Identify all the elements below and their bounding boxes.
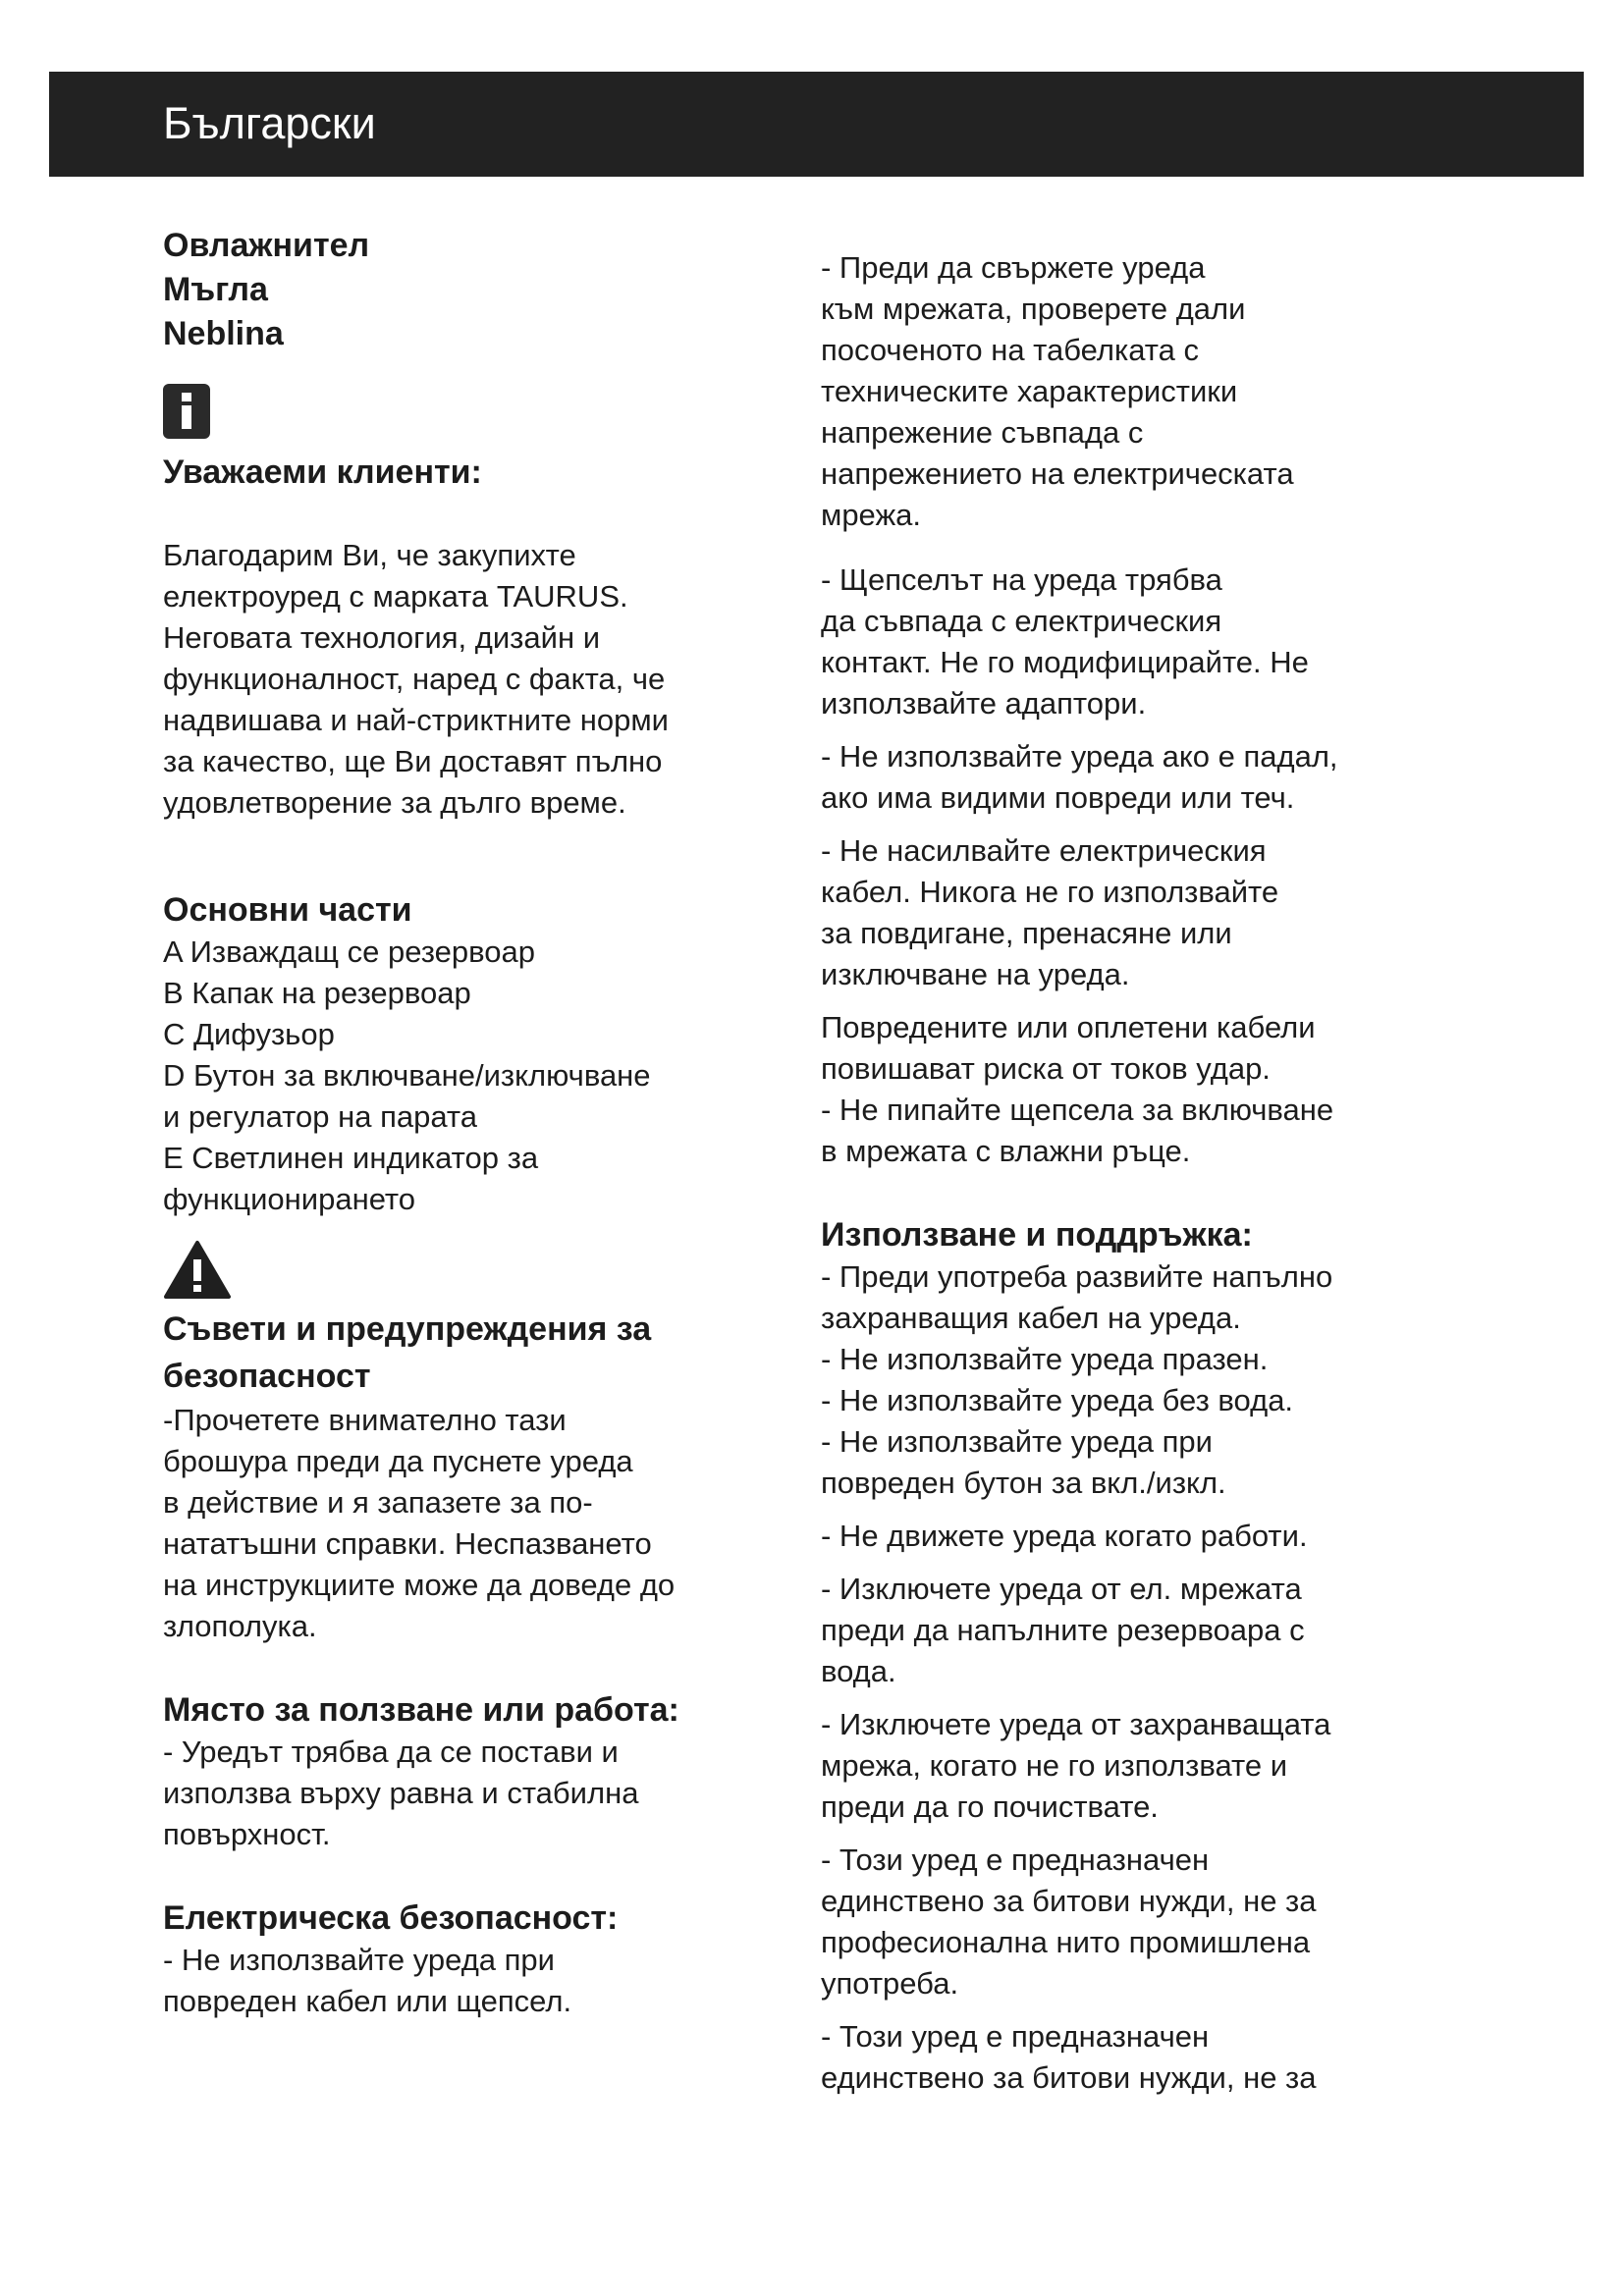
- place-heading: Място за ползване или работа:: [163, 1691, 679, 1729]
- warning-triangle-icon: [163, 1240, 232, 1301]
- usage-item: - Преди употреба развийте напълно захранващия кабел на уреда.: [821, 1259, 1333, 1335]
- electrical-item: Повредените или оплетени кабели повишават риска от токов удар.: [821, 1010, 1316, 1086]
- left-column: [163, 224, 752, 2022]
- greeting-heading: Уважаеми клиенти:: [163, 454, 482, 491]
- usage-item: - Изключете уреда от захранващата мрежа, когато не го използвате и преди да го почиствате.: [821, 1707, 1331, 1824]
- info-icon: [163, 384, 210, 439]
- part-b: B Капак на резервоар: [163, 976, 471, 1010]
- electrical-item: - Щепселът на уреда трябва да съвпада с електрическия контакт. Не го модифицирайте. Не използвайте адаптори.: [821, 562, 1309, 721]
- product-name: Neblina: [163, 315, 284, 352]
- usage-item: - Не използвайте уреда при повреден бутон за вкл./изкл.: [821, 1424, 1226, 1500]
- electrical-text: - Не използвайте уреда при повреден кабел или щепсел.: [163, 1943, 572, 2018]
- electrical-item: - Не насилвайте електрическия кабел. Никога не го използвайте за повдигане, пренасяне или изключване на уреда.: [821, 833, 1279, 991]
- language-title: Български: [163, 98, 376, 148]
- usage-item: - Не движете уреда когато работи.: [821, 1519, 1308, 1553]
- electrical-item: - Преди да свържете уреда към мрежата, проверете дали посоченото на табелката с техническите характеристики напрежение съвпада с напрежението на електрическата мрежа.: [821, 250, 1294, 532]
- greeting-text: Благодарим Ви, че закупихте електроуред с марката TAURUS. Неговата технология, дизайн и функционалност, наред с факта, че надвишава и най-стриктните норми за качество, ще Ви доставят пълно удовлетворение за дълго време.: [163, 538, 669, 820]
- safety-heading: Съвети и предупреждения за безопасност: [163, 1310, 652, 1395]
- place-text: - Уредът трябва да се постави и използва върху равна и стабилна повърхност.: [163, 1735, 639, 1851]
- part-d: D Бутон за включване/изключване и регулатор на парата: [163, 1058, 651, 1134]
- part-e: E Светлинен индикатор за функционирането: [163, 1141, 539, 1216]
- right-column: [821, 247, 1410, 2099]
- usage-item: - Не използвайте уреда без вода.: [821, 1383, 1294, 1417]
- parts-heading: Основни части: [163, 891, 412, 929]
- usage-heading: Използване и поддръжка:: [821, 1216, 1253, 1254]
- usage-item: - Този уред е предназначен единствено за битови нужди, не за: [821, 2019, 1317, 2095]
- electrical-item: - Не използвайте уреда ако е падал, ако има видими повреди или теч.: [821, 739, 1338, 815]
- part-c: C Дифузьор: [163, 1017, 335, 1051]
- usage-item: - Изключете уреда от ел. мрежата преди да напълните резервоара с вода.: [821, 1572, 1305, 1688]
- language-header-bar: [49, 72, 1584, 177]
- part-a: A Изваждащ се резервоар: [163, 934, 535, 969]
- usage-item: - Този уред е предназначен единствено за битови нужди, не за професионална нито промишлена употреба.: [821, 1842, 1317, 2001]
- electrical-heading: Електрическа безопасност:: [163, 1899, 619, 1937]
- safety-text: -Прочетете внимателно тази брошура преди да пуснете уреда в действие и я запазете за по- нататъшни справки. Неспазването на инструкциите може да доведе до злополука.: [163, 1403, 676, 1643]
- product-type: Овлажнител: [163, 227, 370, 264]
- usage-item: - Не използвайте уреда празен.: [821, 1342, 1269, 1376]
- product-name-bg: Мъгла: [163, 271, 268, 308]
- electrical-item: - Не пипайте щепсела за включване в мрежата с влажни ръце.: [821, 1093, 1334, 1168]
